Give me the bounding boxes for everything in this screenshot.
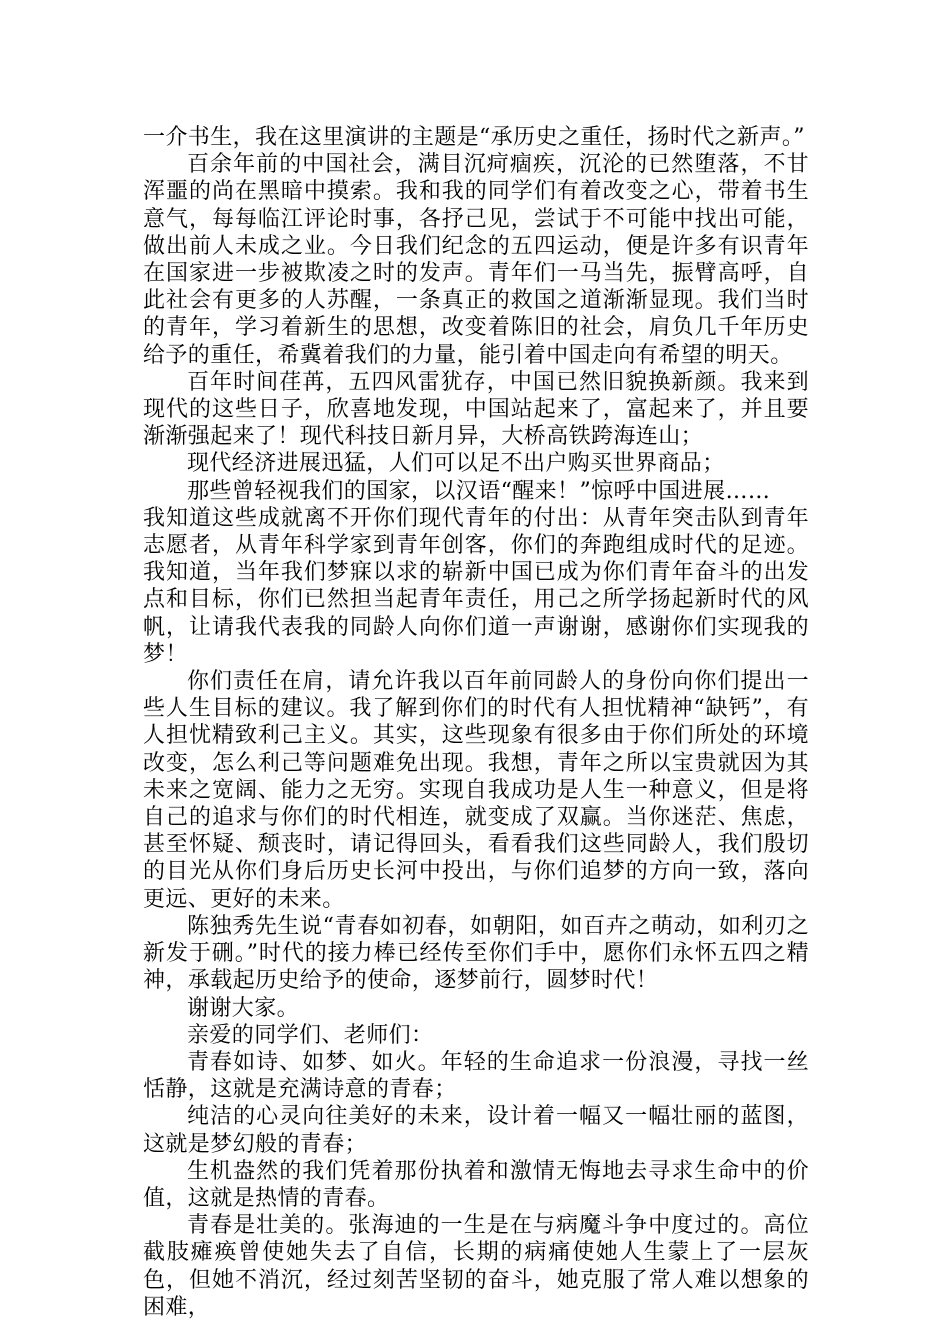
paragraph: 百余年前的中国社会，满目沉疴痼疾，沉沦的已然堕落，不甘浑噩的尚在黑暗中摸索。我和我的同学们有着改变之心，带着书生意气，每每临江评论时事，各抒己见，尝试于不可能中找出可能，做出前人未成之业。今日我们纪念的五四运动，便是许多有识青年在国家进一步被欺凌之时的发声。青年们一马当先，振臂高呼，自此社会有更多的人苏醒，一条真正的救国之道渐渐显现。我们当时的青年，学习着新生的思想，改变着陈旧的社会，肩负几千年历史给予的重任，希冀着我们的力量，能引着中国走向有希望的明天。 bbox=[143, 152, 809, 368]
paragraph: 一介书生，我在这里演讲的主题是“承历史之重任，扬时代之新声。” bbox=[143, 125, 805, 150]
paragraph: 青春如诗、如梦、如火。年轻的生命追求一份浪漫，寻找一丝恬静，这就是充满诗意的青春； bbox=[143, 1049, 809, 1103]
paragraph: 生机盎然的我们凭着那份执着和激情无悔地去寻求生命中的价值，这就是热情的青春。 bbox=[143, 1158, 809, 1211]
paragraph: 纯洁的心灵向往美好的未来，设计着一幅又一幅壮丽的蓝图，这就是梦幻般的青春； bbox=[143, 1104, 809, 1157]
paragraph: 那些曾轻视我们的国家，以汉语“醒来！”惊呼中国进展…… bbox=[187, 478, 771, 504]
paragraph: 百年时间荏苒，五四风雷犹存，中国已然旧貌换新颜。我来到现代的这些日子，欣喜地发现，中国站起来了，富起来了，并且要渐渐强起来了！现代科技日新月异，大桥高铁跨海连山； bbox=[143, 369, 809, 450]
paragraph: 陈独秀先生说“青春如初春，如朝阳，如百卉之萌动，如利刃之新发于硎。”时代的接力棒已经传至你们手中，愿你们永怀五四之精神，承载起历史给予的使命，逐梦前行，圆梦时代！ bbox=[143, 913, 809, 994]
body-text bbox=[143, 124, 809, 1321]
paragraph: 我知道这些成就离不开你们现代青年的付出：从青年突击队到青年志愿者，从青年科学家到青年创客，你们的奔跑组成时代的足迹。我知道，当年我们梦寐以求的崭新中国已成为你们青年奋斗的出发点和目标，你们已然担当起青年责任，用己之所学扬起新时代的风帆，让请我代表我的同龄人向你们道一声谢谢，感谢你们实现我的梦！ bbox=[143, 505, 809, 667]
paragraph: 谢谢大家。 bbox=[187, 995, 300, 1021]
paragraph: 你们责任在肩，请允许我以百年前同龄人的身份向你们提出一些人生目标的建议。我了解到你们的时代有人担忧精神“缺钙”，有人担忧精致利己主义。其实，这些现象有很多由于你们所处的环境改变，怎么利己等问题难免出现。我想，青年之所以宝贵就因为其未来之宽阔、能力之无穷。实现自我成功是人生一种意义，但是将自己的追求与你们的时代相连，就变成了双赢。当你迷茫、焦虑，甚至怀疑、颓丧时，请记得回头，看看我们这些同龄人，我们殷切的目光从你们身后历史长河中投出，与你们追梦的方向一致，落向更远、更好的未来。 bbox=[143, 669, 809, 912]
paragraph: 亲爱的同学们、老师们： bbox=[187, 1022, 434, 1048]
paragraph: 青春是壮美的。张海迪的一生是在与病魔斗争中度过的。高位截肢瘫痪曾使她失去了自信，长期的病痛使她人生蒙上了一层灰色，但她不消沉，经过刻苦坚韧的奋斗，她克服了常人难以想象的困难， bbox=[143, 1213, 809, 1320]
paragraph: 现代经济进展迅猛，人们可以足不出户购买世界商品； bbox=[187, 451, 725, 477]
